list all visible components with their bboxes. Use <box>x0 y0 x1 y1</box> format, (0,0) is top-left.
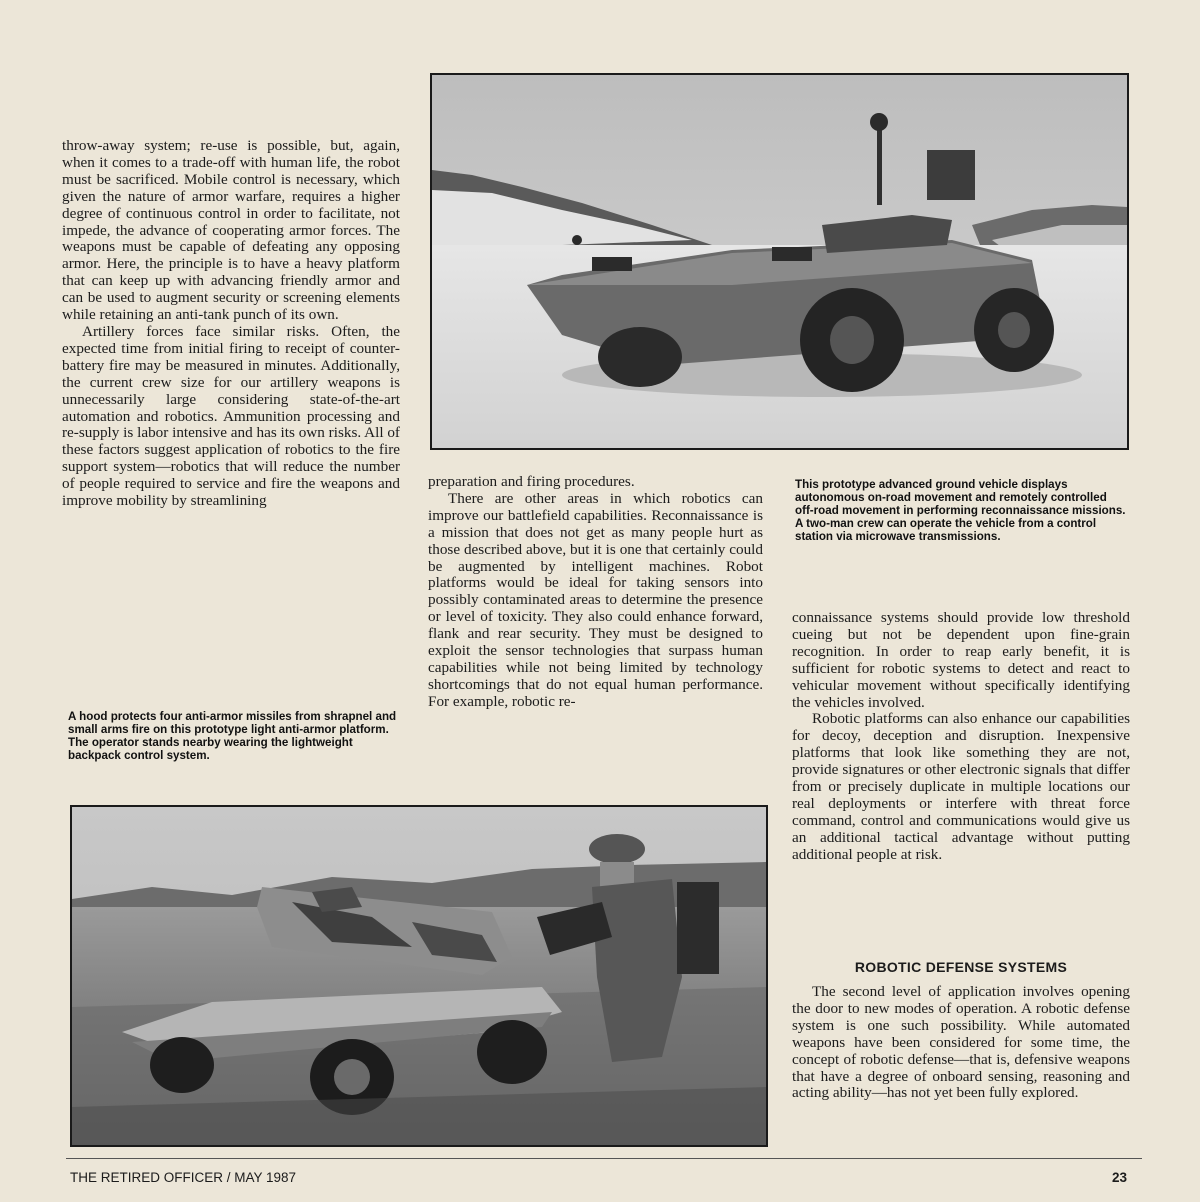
armored-vehicle-photo <box>430 73 1129 450</box>
middle-paragraph-1: preparation and firing procedures. <box>428 473 635 490</box>
footer-publication: THE RETIRED OFFICER / MAY 1987 <box>70 1170 297 1185</box>
footer-rule <box>66 1158 1142 1159</box>
middle-text-column <box>428 474 763 711</box>
right-section-column <box>792 984 1130 1102</box>
section-heading: ROBOTIC DEFENSE SYSTEMS <box>854 959 1068 975</box>
left-paragraph-2: Artillery forces face similar risks. Often, the expected time from initial firing to receipt of counter-battery fire may be measured in minutes. Additionally, the current crew size for our artillery weapons is unnecessarily large considering state-of-the-art automation and robotics. Ammunition processing and re-supply is labor intensive and has its own risks. All of these factors suggest application of robotics to the fire support system—robotics that will reduce the number of people required to service and fire the weapons and improve mobility by streamlining <box>62 322 400 510</box>
right-paragraph-2: Robotic platforms can also enhance our capabilities for decoy, deception and disruption. Inexpensive platforms that look like something they are not, provide signatures or other electronic signals that differ from or precisely duplicate in multiple locations our real deployments or interfere with threat force command, control and communications would give us an additional tactical advantage without putting additional people at risk. <box>792 710 1130 863</box>
left-paragraph-1: throw-away system; re-use is possible, but, again, when it comes to a trade-off with human life, the robot must be sacrificed. Mobile control is necessary, which given the nature of armor warfare, requires a higher degree of continuous control in order to facilitate, not impede, the advance of cooperating armor forces. The weapons must be capable of defeating any opposing armor. Here, the principle is to have a heavy platform that can keep up with advancing friendly armor and can be used to augment security or screening elements while retaining an anti-tank punch of its own. <box>62 137 400 324</box>
section-paragraph: The second level of application involves opening the door to new modes of operation. A robotic defense system is one such possibility. While automated weapons have been considered for some time, the concept of robotic defense—that is, defensive weapons that have a degree of onboard sensing, reasoning and acting ability—has not yet been fully explored. <box>792 983 1130 1102</box>
right-text-column <box>792 610 1130 864</box>
page-number: 23 <box>1112 1170 1128 1185</box>
left-text-column <box>62 138 400 510</box>
top-photo-caption: This prototype advanced ground vehicle displays autonomous on-road movement and remotely controlled off-road movement in performing reconnaissance missions. A two-man crew can operate the vehicle from a control station via microwave transmissions. <box>795 478 1126 544</box>
anti-armor-platform-photo <box>70 805 768 1147</box>
right-paragraph-1: connaissance systems should provide low threshold cueing but not be dependent upon fine-grain recognition. In order to reap early benefit, it is sufficient for robotic systems to detect and react to vehicular movement without specifically identifying the vehicles involved. <box>792 609 1130 711</box>
middle-paragraph-2: There are other areas in which robotics can improve our battlefield capabilities. Reconnaissance is a mission that does not get as many people hurt as those described above, but it is one that certainly could be augmented by intelligent machines. Robot platforms would be ideal for taking sensors into possibly contaminated areas to determine the presence or level of toxicity. They also could enhance forward, flank and rear security. They must be designed to exploit the sensor technologies that surpass human capabilities while not being limited by technology shortcomings that do not equal human performance. For example, robotic re- <box>428 489 763 710</box>
bottom-photo-caption: A hood protects four anti-armor missiles from shrapnel and small arms fire on this prototype light anti-armor platform. The operator stands nearby wearing the lightweight backpack control system. <box>68 710 397 763</box>
